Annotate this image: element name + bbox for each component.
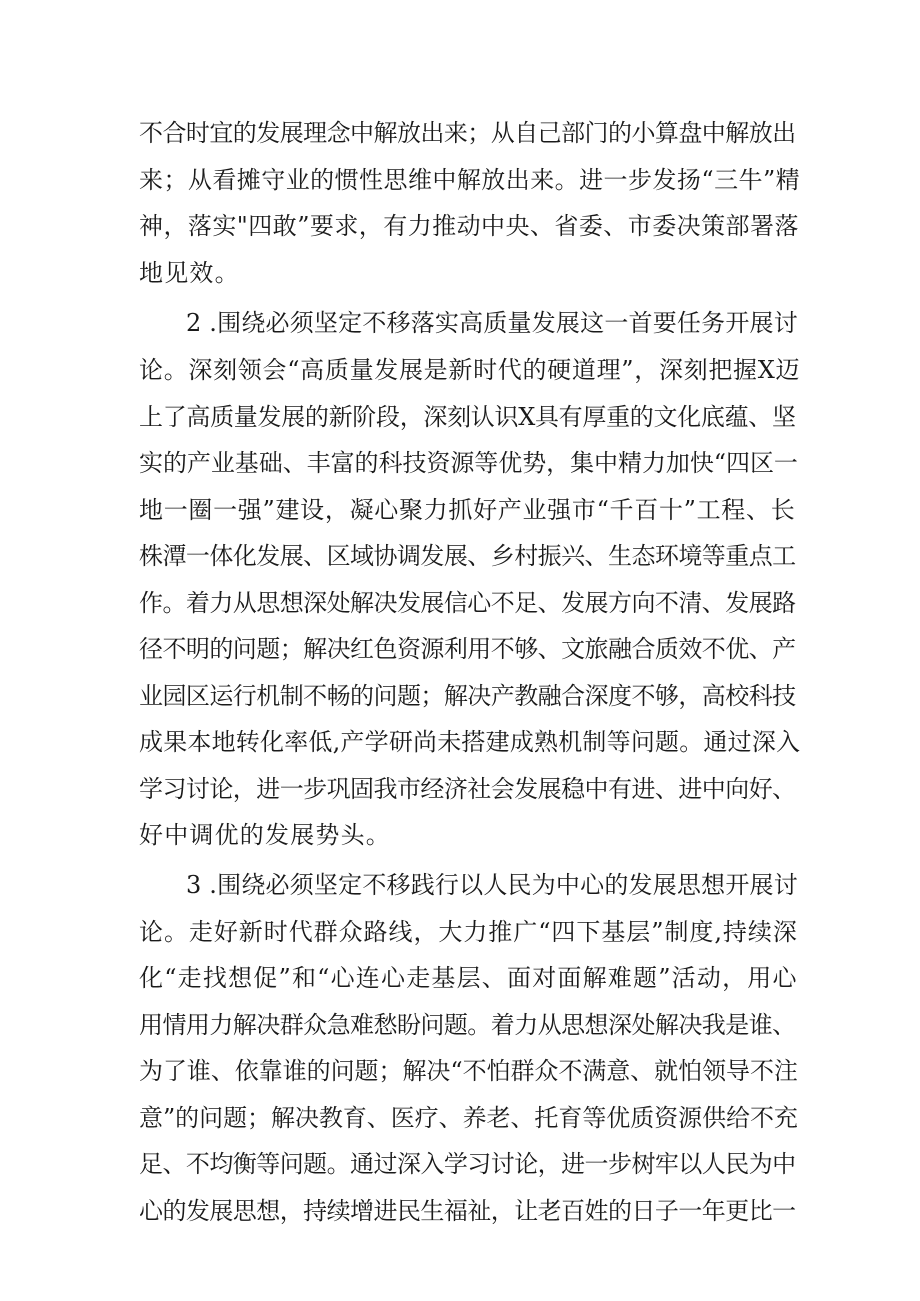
text-line: 心的发展思想，持续增进民生福祉，让老百姓的日子一年更比一 <box>139 1197 796 1225</box>
text-line: 株潭一体化发展、区域协调发展、乡村振兴、生态环境等重点工 <box>139 542 796 570</box>
text-line: 上了高质量发展的新阶段，深刻认识X具有厚重的文化底蕴、坚 <box>139 403 796 431</box>
text-line: 作。着力从思想深处解决发展信心不足、发展方向不清、发展路 <box>139 589 796 617</box>
text-line: 好中调优的发展势头。 <box>139 821 391 849</box>
text-line: 论。走好新时代群众路线，大力推广“四下基层”制度,持续深 <box>139 918 798 946</box>
text-line: 为了谁、依靠谁的问题；解决“不怕群众不满意、就怕领导不注 <box>139 1057 798 1085</box>
text-line: 化“走找想促”和“心连心走基层、面对面解难题”活动，用心 <box>139 964 798 992</box>
text-line: 用情用力解决群众急难愁盼问题。着力从思想深处解决我是谁、 <box>139 1011 796 1039</box>
text-line: 论。深刻领会“高质量发展是新时代的硬道理”，深刻把握X迈 <box>139 356 801 384</box>
text-line: 意”的问题；解决教育、医疗、养老、托育等优质资源供给不充 <box>139 1104 798 1132</box>
text-line: 3 .围绕必须坚定不移践行以人民为中心的发展思想开展讨 <box>186 871 798 899</box>
text-line: 不合时宜的发展理念中解放出来；从自己部门的小算盘中解放出 <box>139 119 796 147</box>
text-line: 学习讨论，进一步巩固我市经济社会发展稳中有进、进中向好、 <box>139 775 796 803</box>
text-line: 径不明的问题；解决红色资源利用不够、文旅融合质效不优、产 <box>139 635 796 663</box>
text-line: 地一圈一强”建设，凝心聚力抓好产业强市“千百十”工程、长 <box>139 496 796 524</box>
text-line: 神，落实"四敢”要求，有力推动中央、省委、市委决策部署落 <box>139 212 799 240</box>
text-line: 实的产业基础、丰富的科技资源等优势，集中精力加快“四区一 <box>139 449 798 477</box>
text-line: 2 .围绕必须坚定不移落实高质量发展这一首要任务开展讨 <box>186 309 798 337</box>
text-line: 地见效。 <box>139 259 240 287</box>
text-line: 来；从看摊守业的惯性思维中解放出来。进一步发扬“三牛”精 <box>139 166 801 194</box>
text-line: 成果本地转化率低,产学研尚未搭建成熟机制等问题。通过深入 <box>139 728 801 756</box>
text-line: 足、不均衡等问题。通过深入学习讨论，进一步树牢以人民为中 <box>139 1150 796 1178</box>
text-line: 业园区运行机制不畅的问题；解决产教融合深度不够，高校科技 <box>139 682 796 710</box>
